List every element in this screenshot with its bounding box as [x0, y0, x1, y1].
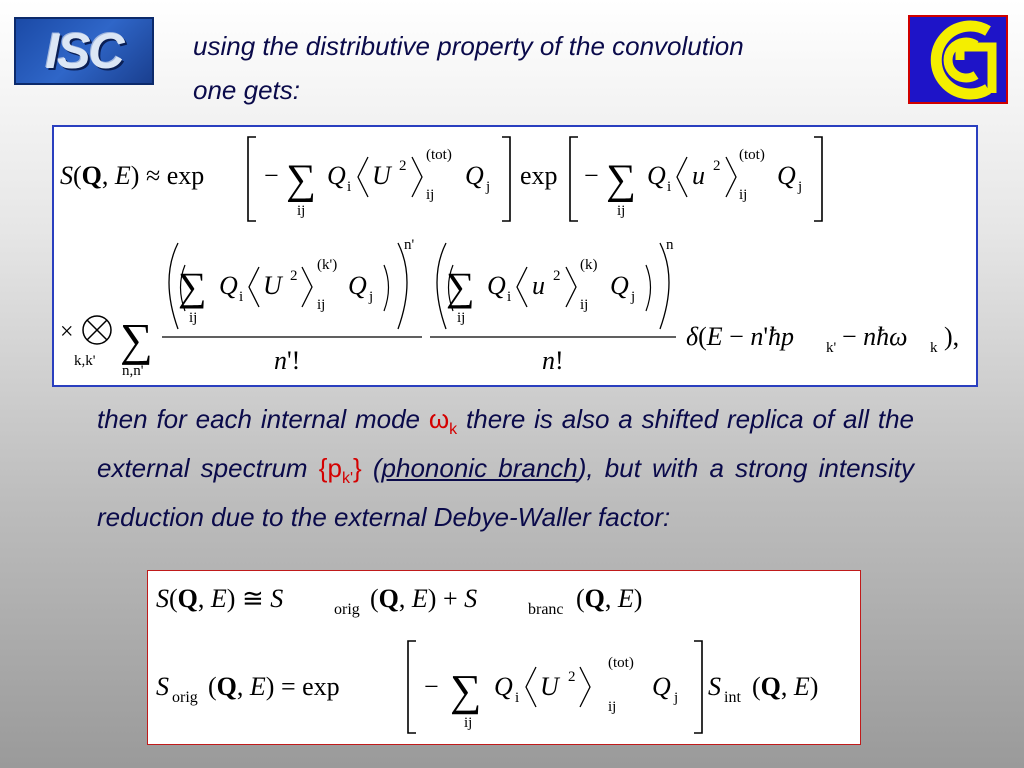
isc-logo [14, 17, 154, 85]
svg-text:orig: orig [172, 689, 198, 706]
svg-text:Q: Q [647, 161, 666, 190]
svg-text:U: U [263, 271, 282, 300]
body-text-2: there is also a shifted replica of all the external spectrum [97, 404, 914, 484]
svg-text:i: i [239, 289, 244, 305]
svg-text:n!: n! [542, 346, 564, 375]
equation-box-main [52, 125, 978, 387]
svg-text:ij: ij [426, 187, 435, 203]
svg-text:2: 2 [553, 268, 561, 284]
svg-text:(Q, E): (Q, E) [752, 672, 819, 701]
svg-text:i: i [347, 179, 352, 195]
svg-text:i: i [507, 289, 512, 305]
svg-text:−: − [584, 161, 599, 190]
svg-text:k: k [930, 340, 938, 356]
svg-text:2: 2 [713, 158, 721, 174]
svg-text:Q: Q [777, 161, 796, 190]
body-paragraph [97, 400, 914, 536]
omega-symbol [428, 404, 458, 439]
svg-text:ij: ij [739, 187, 748, 203]
svg-text:2: 2 [399, 158, 407, 174]
svg-text:n: n [666, 237, 674, 253]
svg-text:(tot): (tot) [426, 147, 452, 163]
svg-text:Q: Q [219, 271, 238, 300]
svg-text:),: ), [944, 322, 960, 351]
equation-row-2 [60, 237, 959, 379]
svg-text:ij: ij [189, 310, 198, 326]
intro-text [193, 24, 893, 112]
svg-text:Q: Q [652, 672, 671, 701]
svg-text:int: int [724, 689, 741, 706]
svg-text:(tot): (tot) [608, 655, 634, 671]
svg-text:n,n': n,n' [122, 363, 144, 379]
svg-text:2: 2 [290, 268, 298, 284]
svg-text:i: i [667, 179, 672, 195]
pk-close: } [353, 453, 362, 484]
body-text-3: ( [361, 453, 382, 484]
svg-text:S: S [708, 672, 721, 701]
isc-logo-text: ISC [45, 23, 123, 79]
svg-text:Q: Q [610, 271, 629, 300]
cnr-logo-mark [910, 17, 1006, 102]
svg-text:− nħω: − nħω [842, 322, 908, 351]
svg-text:u: u [532, 271, 545, 300]
phononic-branch-link[interactable]: phononic branch [381, 453, 578, 484]
svg-text:n': n' [404, 237, 415, 253]
svg-text:S(Q, E) ≅ S: S(Q, E) ≅ S [156, 584, 284, 613]
svg-text:i: i [515, 690, 520, 706]
svg-text:ij: ij [617, 203, 626, 219]
svg-text:U: U [372, 161, 391, 190]
omega-char: ω [428, 404, 450, 434]
svg-text:j: j [486, 179, 491, 195]
svg-text:∑: ∑ [120, 314, 153, 365]
svg-text:Q: Q [465, 161, 484, 190]
pk-symbol [318, 453, 362, 488]
svg-text:S(Q, E) ≈ exp: S(Q, E) ≈ exp [60, 161, 205, 190]
svg-text:Q: Q [487, 271, 506, 300]
svg-text:ij: ij [457, 310, 466, 326]
svg-text:−: − [424, 672, 439, 701]
pk-subscript: k' [341, 470, 353, 488]
svg-text:S: S [156, 672, 169, 701]
svg-text:k,k': k,k' [74, 353, 96, 369]
svg-text:(k'): (k') [317, 257, 338, 273]
svg-text:∑: ∑ [446, 264, 475, 309]
svg-text:−: − [264, 161, 279, 190]
intro-line-2: one gets: [193, 75, 300, 105]
svg-text:Q: Q [327, 161, 346, 190]
svg-text:j: j [674, 690, 679, 706]
svg-text:(k): (k) [580, 257, 598, 273]
cnr-logo [908, 15, 1008, 104]
svg-text:Q: Q [494, 672, 513, 701]
svg-text:∑: ∑ [606, 157, 636, 203]
svg-text:(Q, E) = exp: (Q, E) = exp [208, 672, 340, 701]
body-text-1: then for each internal mode [97, 404, 429, 434]
equation-row-3 [156, 584, 642, 618]
equation-main [54, 127, 976, 385]
intro-line-1: using the distributive property of the convolution [193, 31, 744, 61]
equation-row-1 [60, 137, 822, 221]
svg-text:exp: exp [520, 161, 558, 190]
svg-text:ij: ij [317, 297, 326, 313]
svg-text:(tot): (tot) [739, 147, 765, 163]
svg-text:ij: ij [297, 203, 306, 219]
svg-text:×: × [60, 319, 74, 345]
svg-text:U: U [540, 672, 559, 701]
svg-text:∑: ∑ [450, 666, 482, 715]
svg-text:orig: orig [334, 601, 360, 618]
svg-text:(Q, E): (Q, E) [576, 584, 643, 613]
svg-text:Q: Q [348, 271, 367, 300]
svg-text:u: u [692, 161, 705, 190]
svg-text:branc: branc [528, 601, 564, 618]
svg-text:j: j [631, 289, 636, 305]
pk-open: {p [318, 453, 342, 484]
omega-subscript: k [449, 421, 458, 439]
svg-text:δ(E − n'ħp: δ(E − n'ħp [686, 322, 795, 351]
svg-text:∑: ∑ [286, 157, 316, 203]
svg-text:ij: ij [464, 715, 473, 731]
equation-summary [148, 571, 858, 742]
svg-text:ij: ij [608, 699, 617, 715]
equation-box-summary [147, 570, 861, 745]
equation-row-4 [156, 641, 818, 733]
svg-text:∑: ∑ [178, 264, 207, 309]
svg-text:j: j [369, 289, 374, 305]
svg-text:(Q, E) + S: (Q, E) + S [370, 584, 478, 613]
svg-text:k': k' [826, 340, 837, 356]
svg-text:ij: ij [580, 297, 589, 313]
svg-text:n'!: n'! [274, 346, 301, 375]
body-text-4: ), but with a strong intensity reduction due to the external Debye-Waller factor: [97, 453, 914, 533]
svg-text:2: 2 [568, 669, 576, 685]
svg-text:j: j [798, 179, 803, 195]
